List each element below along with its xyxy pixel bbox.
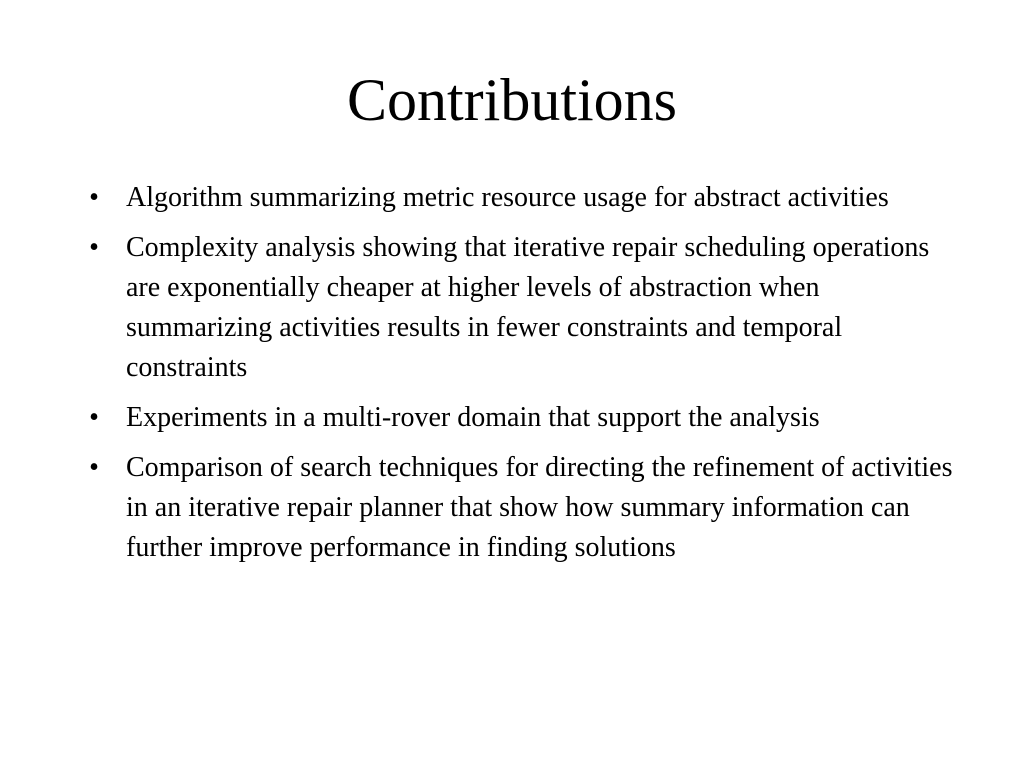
bullet-text: Experiments in a multi-rover domain that support the analysis	[126, 402, 820, 433]
bullet-marker-icon: •	[89, 452, 99, 483]
bullet-text: Complexity analysis showing that iterative repair scheduling operations are exponentially cheaper at higher levels of abstraction when summarizing activities results in fewer constraints and temporal constraints	[126, 232, 930, 383]
bullet-list	[84, 178, 954, 578]
bullet-item-comparison	[84, 448, 954, 568]
bullet-item-complexity	[84, 228, 954, 388]
bullet-item-experiments	[84, 398, 954, 438]
bullet-item-algorithm	[84, 178, 954, 218]
bullet-text: Comparison of search techniques for directing the refinement of activities in an iterative repair planner that show how summary information can further improve performance in finding solutions	[126, 452, 953, 563]
bullet-marker-icon: •	[89, 402, 99, 433]
bullet-text: Algorithm summarizing metric resource usage for abstract activities	[126, 182, 889, 213]
bullet-marker-icon: •	[89, 182, 99, 213]
slide-title: Contributions	[346, 67, 678, 133]
bullet-marker-icon: •	[89, 232, 99, 263]
